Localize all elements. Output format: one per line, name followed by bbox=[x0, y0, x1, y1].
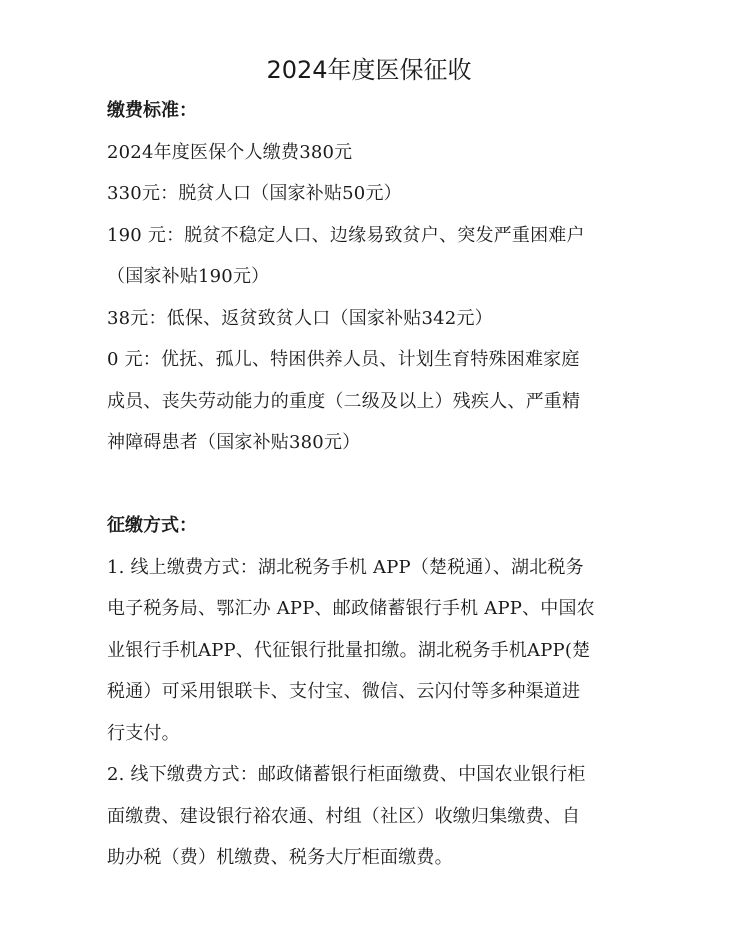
paragraph-line: （国家补贴190元） bbox=[107, 266, 270, 287]
paragraph-line: 神障碍患者（国家补贴380元） bbox=[107, 432, 361, 453]
paragraph-line: 0 元：优抚、孤儿、特困供养人员、计划生育特殊困难家庭 bbox=[107, 349, 580, 370]
paragraph-line: 成员、丧失劳动能力的重度（二级及以上）残疾人、严重精 bbox=[107, 390, 581, 412]
paragraph-line: 助办税（费）机缴费、税务大厅柜面缴费。 bbox=[107, 847, 453, 868]
blank-line bbox=[107, 464, 663, 506]
paragraph-line: 190 元：脱贫不稳定人口、边缘易致贫户、突发严重困难户 bbox=[107, 224, 585, 246]
paragraph-line: 2024年度医保个人缴费380元 bbox=[107, 141, 353, 163]
paragraph-line: 业银行手机APP、代征银行批量扣缴。湖北税务手机APP(楚 bbox=[107, 639, 591, 661]
document-title: 2024年度医保征收 bbox=[266, 56, 472, 84]
paragraph-line: 税通）可采用银联卡、支付宝、微信、云闪付等多种渠道进 bbox=[107, 681, 581, 702]
paragraph-line: 电子税务局、鄂汇办 APP、邮政储蓄银行手机 APP、中国农 bbox=[107, 598, 595, 619]
paragraph-line: 2. 线下缴费方式：邮政储蓄银行柜面缴费、中国农业银行柜 bbox=[107, 764, 586, 785]
section-heading-method: 征缴方式： bbox=[107, 515, 197, 536]
document-body bbox=[107, 50, 663, 879]
paragraph-line: 1. 线上缴费方式：湖北税务手机 APP（楚税通）、湖北税务 bbox=[107, 556, 584, 578]
paragraph-line: 行支付。 bbox=[107, 722, 180, 744]
paragraph-line: 面缴费、建设银行裕农通、村组（社区）收缴归集缴费、自 bbox=[107, 805, 581, 827]
paragraph-line: 330元：脱贫人口（国家补贴50元） bbox=[107, 183, 402, 204]
paragraph-line: 38元：低保、返贫致贫人口（国家补贴342元） bbox=[107, 307, 493, 329]
section-heading-standard: 缴费标准： bbox=[107, 100, 197, 121]
